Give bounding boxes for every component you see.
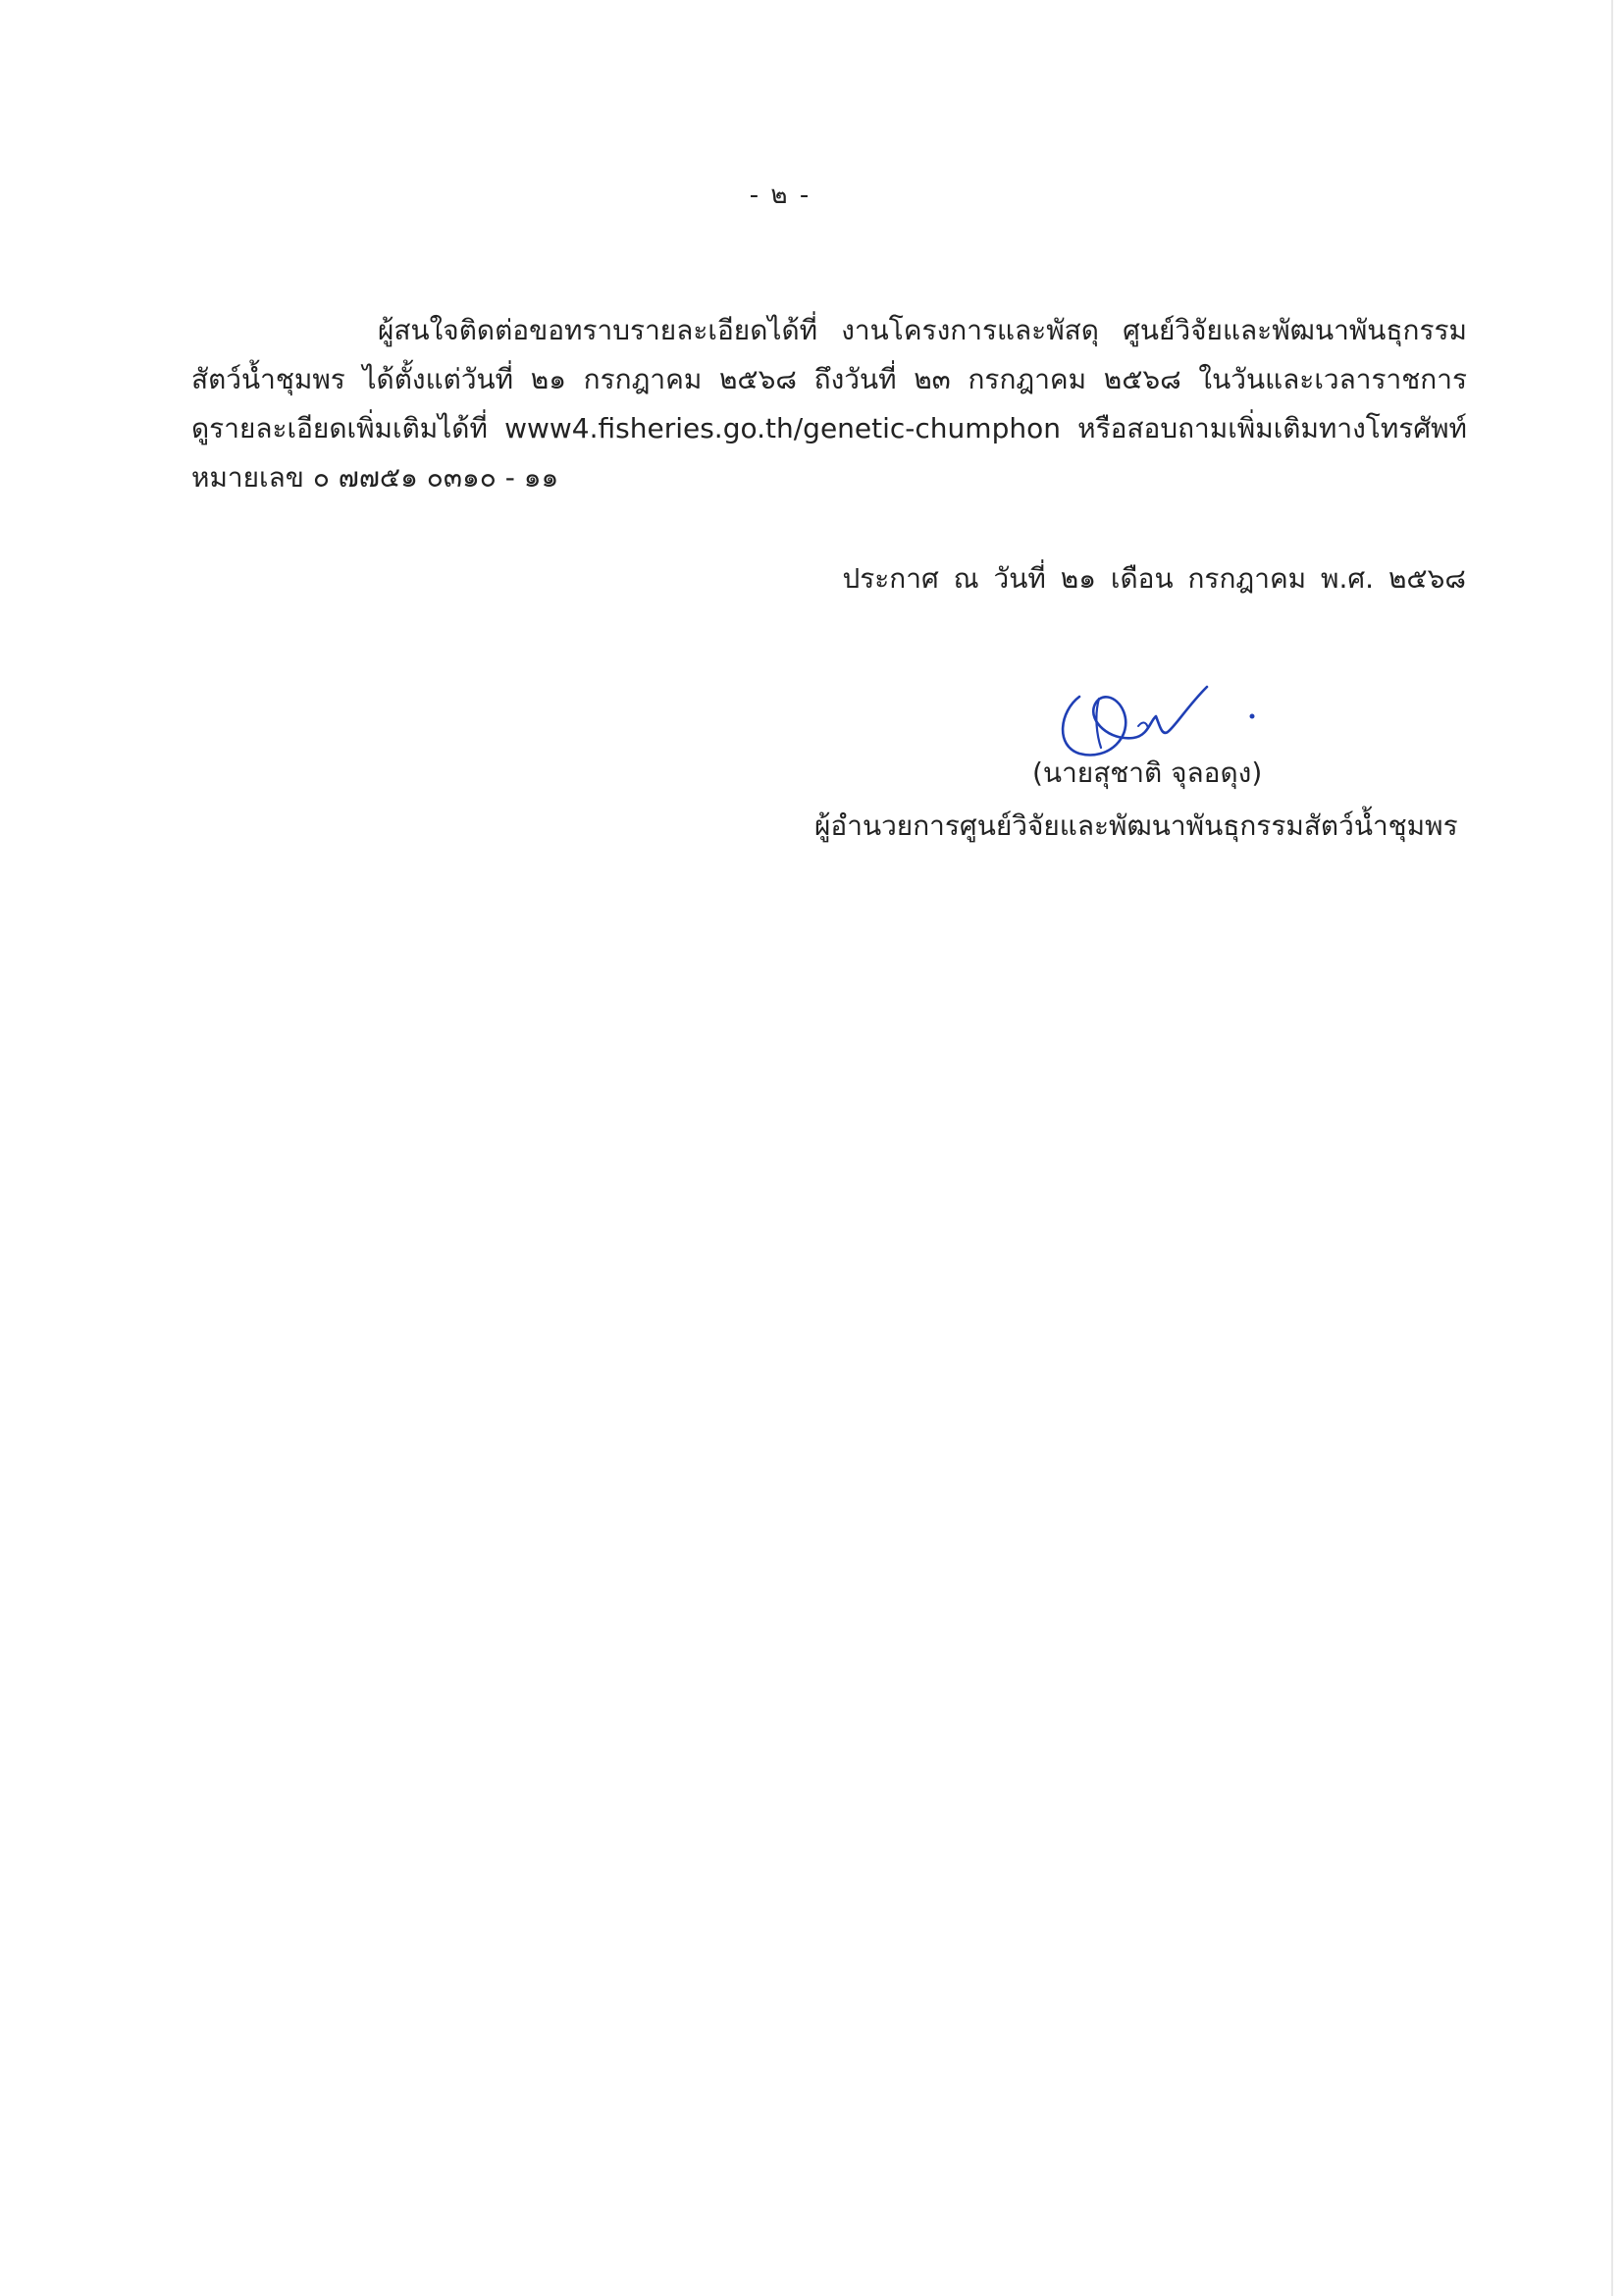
- body-line: สัตว์น้ำชุมพร ได้ตั้งแต่วันที่ ๒๑ กรกฎาคม ๒๕๖๘ ถึงวันที่ ๒๓ กรกฎาคม ๒๕๖๘ ในวันและเวลาราชการ: [191, 363, 1467, 395]
- signer-position: ผู้อำนวยการศูนย์วิจัยและพัฒนาพันธุกรรมสัตว์น้ำชุมพร: [814, 809, 1458, 842]
- body-line: หมายเลข ๐ ๗๗๕๑ ๐๓๑๐ - ๑๑: [191, 461, 559, 494]
- body-line: ดูรายละเอียดเพิ่มเติมได้ที่ www4.fisheries.go.th/genetic-chumphon หรือสอบถามเพิ่มเติมทางโทรศัพท์: [191, 412, 1467, 444]
- page-number: - ๒ -: [749, 181, 812, 210]
- announcement-date: ประกาศ ณ วันที่ ๒๑ เดือน กรกฎาคม พ.ศ. ๒๕๖๘: [842, 562, 1466, 595]
- signer-name: (นายสุชาติ จุลอดุง): [1032, 757, 1263, 789]
- announcement-body: [191, 306, 1467, 502]
- scan-edge-divider: [1611, 0, 1613, 2296]
- body-line: ผู้สนใจติดต่อขอทราบรายละเอียดได้ที่ งานโครงการและพัสดุ ศูนย์วิจัยและพัฒนาพันธุกรรม: [378, 314, 1467, 346]
